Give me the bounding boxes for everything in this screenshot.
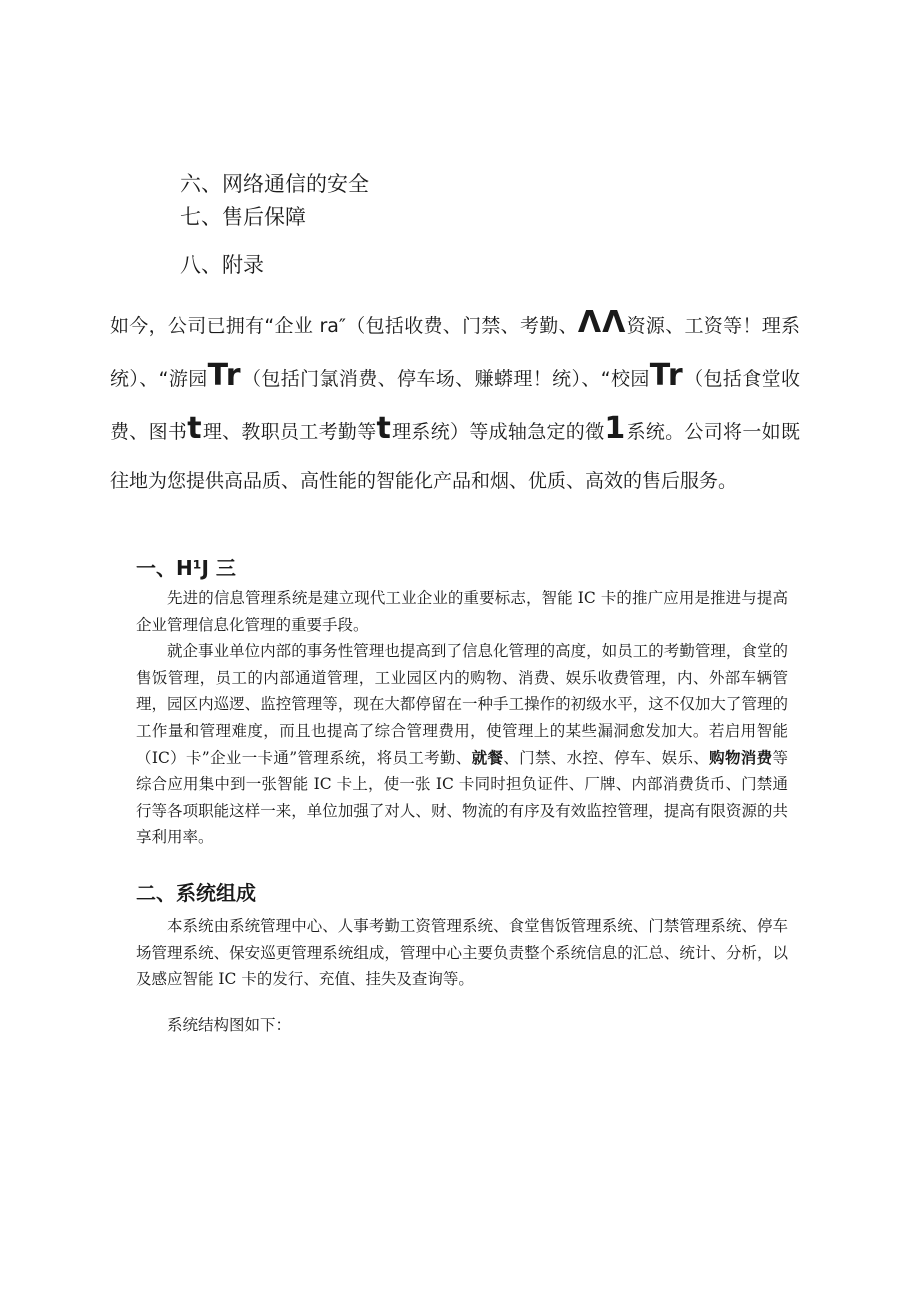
- toc-item-7: 七、售后保障: [180, 205, 306, 229]
- intro-text: 理、教职员工考勤等: [202, 421, 377, 443]
- intro-text: 系统。公司将一如既往地为您提供高品质、高性能的智能化产品和烟、优质、高效的售后服务。: [110, 421, 800, 492]
- toc-item-8: 八、附录: [180, 253, 264, 277]
- section-2-body: [136, 913, 788, 993]
- section-1-body: [136, 585, 788, 851]
- intro-text: （包括门氯消费、停车场、赚蟒理！统）、“校园: [241, 368, 650, 390]
- section-2-paragraph-2: 系统结构图如下：: [167, 1016, 292, 1034]
- section-2-body-2: [136, 1012, 788, 1039]
- intro-text: 理系统）等成轴急定的徵: [391, 421, 605, 443]
- paragraph-text: 就企事业单位内部的事务性管理也提高到了信息化管理的高度，如员工的考勤管理，食堂的售饭管理，员工的内部通道管理，工业园区内的购物、消费、娱乐收费管理，内、外部车辆管理，园区内巡逻、监控管理等，现在大都停留在一种手工操作的初级水平，这不仅加大了管理的工作量和管理难度，而且也提高了综合管理费用，使管理上的某些漏洞愈发加大。若启用智能（IC）卡”企业一卡通”管理系统，将员工考勤、: [136, 642, 788, 767]
- intro-text: 资源、工资等！理系统）、“游园: [110, 315, 800, 390]
- section-1-paragraph-1: 先进的信息管理系统是建立现代工业企业的重要标志，智能 IC 卡的推广应用是推进与提高企业管理信息化管理的重要手段。: [136, 589, 788, 634]
- intro-glyph: ΛΛ: [577, 305, 627, 340]
- section-1-heading: 一、H¹J 三: [136, 556, 236, 580]
- toc-item-6: 六、网络通信的安全: [180, 172, 369, 196]
- intro-text: 如今，公司已拥有“企业 ra″（包括收费、门禁、考勤、: [110, 315, 578, 337]
- section-1-paragraph-2: [136, 638, 788, 851]
- intro-text: （包括食堂收费、图书: [110, 368, 800, 443]
- bold-term: 就餐: [471, 748, 504, 767]
- intro-glyph: t: [376, 411, 392, 446]
- paragraph-text: 、门禁、水控、停车、娱乐、: [503, 748, 710, 767]
- intro-glyph: 1: [604, 411, 627, 446]
- section-2-paragraph-1: 本系统由系统管理中心、人事考勤工资管理系统、食堂售饭管理系统、门禁管理系统、停车场管理系统、保安巡更管理系统组成，管理中心主要负责整个系统信息的汇总、统计、分析，以及感应智能 IC 卡的发行、充值、挂失及查询等。: [136, 917, 788, 989]
- intro-glyph: Tr: [649, 358, 684, 393]
- intro-glyph: Tr: [207, 358, 242, 393]
- section-2-heading: 二、系统组成: [136, 881, 256, 905]
- paragraph-text: 等综合应用集中到一张智能 IC 卡上，使一张 IC 卡同时担负证件、厂牌、内部消费货币、门禁通行等各项职能这样一来，单位加强了对人、财、物流的有序及有效监控管理，提高有限资源的共享利用率。: [136, 748, 788, 847]
- intro-glyph: t: [187, 411, 203, 446]
- intro-paragraph: [110, 298, 800, 506]
- bold-term: 购物消费: [709, 748, 773, 767]
